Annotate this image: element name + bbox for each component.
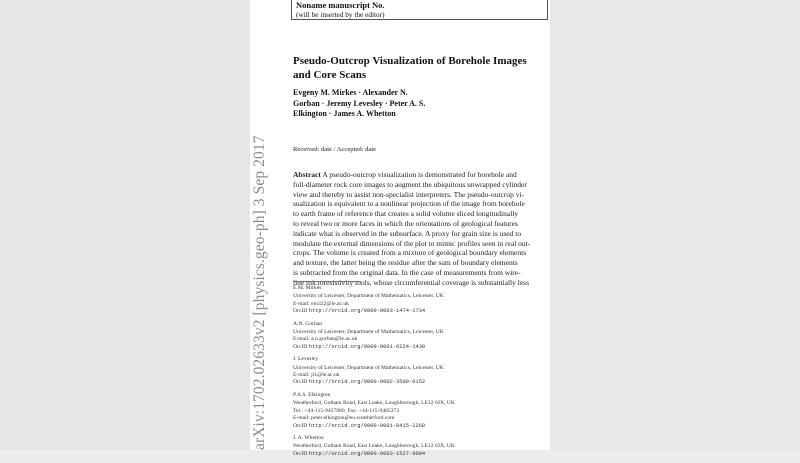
affiliation-block xyxy=(293,435,549,458)
affiliation-block xyxy=(293,321,549,352)
affiliation-line: E-mail: peter.elkington@eu.weatherford.com xyxy=(293,415,395,422)
affiliation-name: P.A.S. Elkington xyxy=(293,391,331,398)
abstract-text: is subtracted from the original data. In the case of measurements from wire- xyxy=(293,267,521,277)
left-background xyxy=(0,0,250,450)
abstract-text: to earth frame of reference that creates a solid volume sliced longitudinally xyxy=(293,209,519,219)
affiliation-line: E-mail: em322@le.ac.uk xyxy=(293,300,349,307)
orcid-line xyxy=(293,308,549,315)
orcid-line xyxy=(293,344,549,351)
affiliations xyxy=(293,285,549,463)
right-background xyxy=(550,0,800,450)
orcid-link[interactable]: http://orcid.org/0000-0003-1474-1734 xyxy=(308,308,426,315)
abstract-text: full-diameter rock core images to augment the ubiquitous unwrapped cylinder xyxy=(293,179,527,189)
affiliation-name: E.M. Mirkes xyxy=(293,285,322,291)
abstract-line xyxy=(293,180,551,190)
orcid-link[interactable]: http://orcid.org/0000-0003-1527-9094 xyxy=(308,450,426,457)
abstract-text: and texture, the latter being the residue after the sum of boundary elements xyxy=(293,258,518,268)
orcid-link[interactable]: http://orcid.org/0000-0001-8415-2260 xyxy=(308,422,426,429)
orcid-line xyxy=(293,423,549,430)
orcid-label: OrcID xyxy=(293,450,308,457)
abstract-line xyxy=(293,258,551,268)
orcid-link[interactable]: http://orcid.org/0000-0002-3509-0152 xyxy=(308,379,426,386)
abstract-text: modulate the external dimensions of the plot to mimic profiles seen in real out- xyxy=(293,238,531,248)
affiliation-block xyxy=(293,392,549,430)
abstract-text: A pseudo-outcrop visualization is demonstrated for borehole and xyxy=(322,170,517,179)
affiliation-block xyxy=(293,356,549,387)
orcid-line xyxy=(293,379,549,386)
affiliation-name: J. A. Whetton xyxy=(293,434,324,441)
abstract-line xyxy=(293,219,551,229)
affiliation-line: E-mail: a.n.gorban@le.ac.uk xyxy=(293,336,358,343)
affiliation-line: Weatherford, Gotham Road, East Leake, Loughborough, LE12 6JX, UK xyxy=(293,400,455,407)
author-list xyxy=(293,88,550,120)
affiliation-name: J. Levesley xyxy=(293,356,319,363)
affiliation-line: Weatherford, Gotham Road, East Leake, Loughborough, LE12 6JX, UK xyxy=(293,443,455,450)
title-line: and Core Scans xyxy=(293,69,367,81)
orcid-line xyxy=(293,451,549,458)
abstract-line xyxy=(293,239,551,249)
title-line: Pseudo-Outcrop Visualization of Borehole Images xyxy=(293,55,527,67)
abstract-text: view and thereby to assist non-specialist interpreters. The pseudo-outcrop vi- xyxy=(293,189,525,199)
abstract-line xyxy=(293,209,551,219)
affiliation-line: University of Leicester, Department of Mathematics, Leicester, UK xyxy=(293,293,444,300)
orcid-label: OrcID xyxy=(293,308,308,315)
abstract-line xyxy=(293,199,551,209)
affiliation-name: A.N. Gorban xyxy=(293,320,323,327)
authors-line: Evgeny M. Mirkes · Alexander N. xyxy=(293,88,408,97)
received-date: Received: date / Accepted: date xyxy=(293,146,377,153)
abstract-text: to reveal two or more faces in which the orientations of geological features xyxy=(293,218,518,228)
authors-line: Elkington · James A. Whetton xyxy=(293,109,396,118)
abstract-line xyxy=(293,248,551,258)
affiliation-line: University of Leicester, Department of Mathematics, Leicester, UK xyxy=(293,329,444,336)
arxiv-stamp: arXiv:1702.02633v2 [physics.geo-ph] 3 Sep 2017 xyxy=(251,135,268,450)
affiliation-line: Tel.: +44-115-9457880, Fax: +44-115-9405373 xyxy=(293,407,400,414)
orcid-label: OrcID xyxy=(293,379,308,386)
orcid-label: OrcID xyxy=(293,343,308,350)
footnote-rule xyxy=(293,281,361,282)
abstract-text: sualization is equivalent to a nonlinear projection of the image from borehole xyxy=(293,199,525,209)
affiliation-line: E-mail: jl1@le.ac.uk xyxy=(293,372,340,379)
journal-box-title: Noname manuscript No. xyxy=(296,0,385,10)
abstract-line xyxy=(293,229,551,239)
abstract xyxy=(293,170,551,288)
paper-title xyxy=(293,54,545,82)
orcid-label: OrcID xyxy=(293,422,308,429)
abstract-line xyxy=(293,190,551,200)
orcid-link[interactable]: http://orcid.org/0000-0001-6224-1430 xyxy=(308,343,426,350)
abstract-text: line microresistivity tools, whose circumferential coverage is substantially less xyxy=(293,277,529,287)
affiliation-line: University of Leicester, Department of Mathematics, Leicester, UK xyxy=(293,364,444,371)
abstract-heading: Abstract xyxy=(293,170,321,179)
journal-box-subtitle: (will be inserted by the editor) xyxy=(296,10,385,19)
abstract-line xyxy=(293,268,551,278)
affiliation-block xyxy=(293,285,549,316)
abstract-text: indicate what is observed in the subsurface. A proxy for grain size is used to xyxy=(293,228,522,238)
authors-line: Gorban · Jeremy Levesley · Peter A. S. xyxy=(293,98,426,108)
abstract-line xyxy=(293,170,551,180)
abstract-text: crops. The volume is created from a mixture of geological boundary elements xyxy=(293,248,527,258)
